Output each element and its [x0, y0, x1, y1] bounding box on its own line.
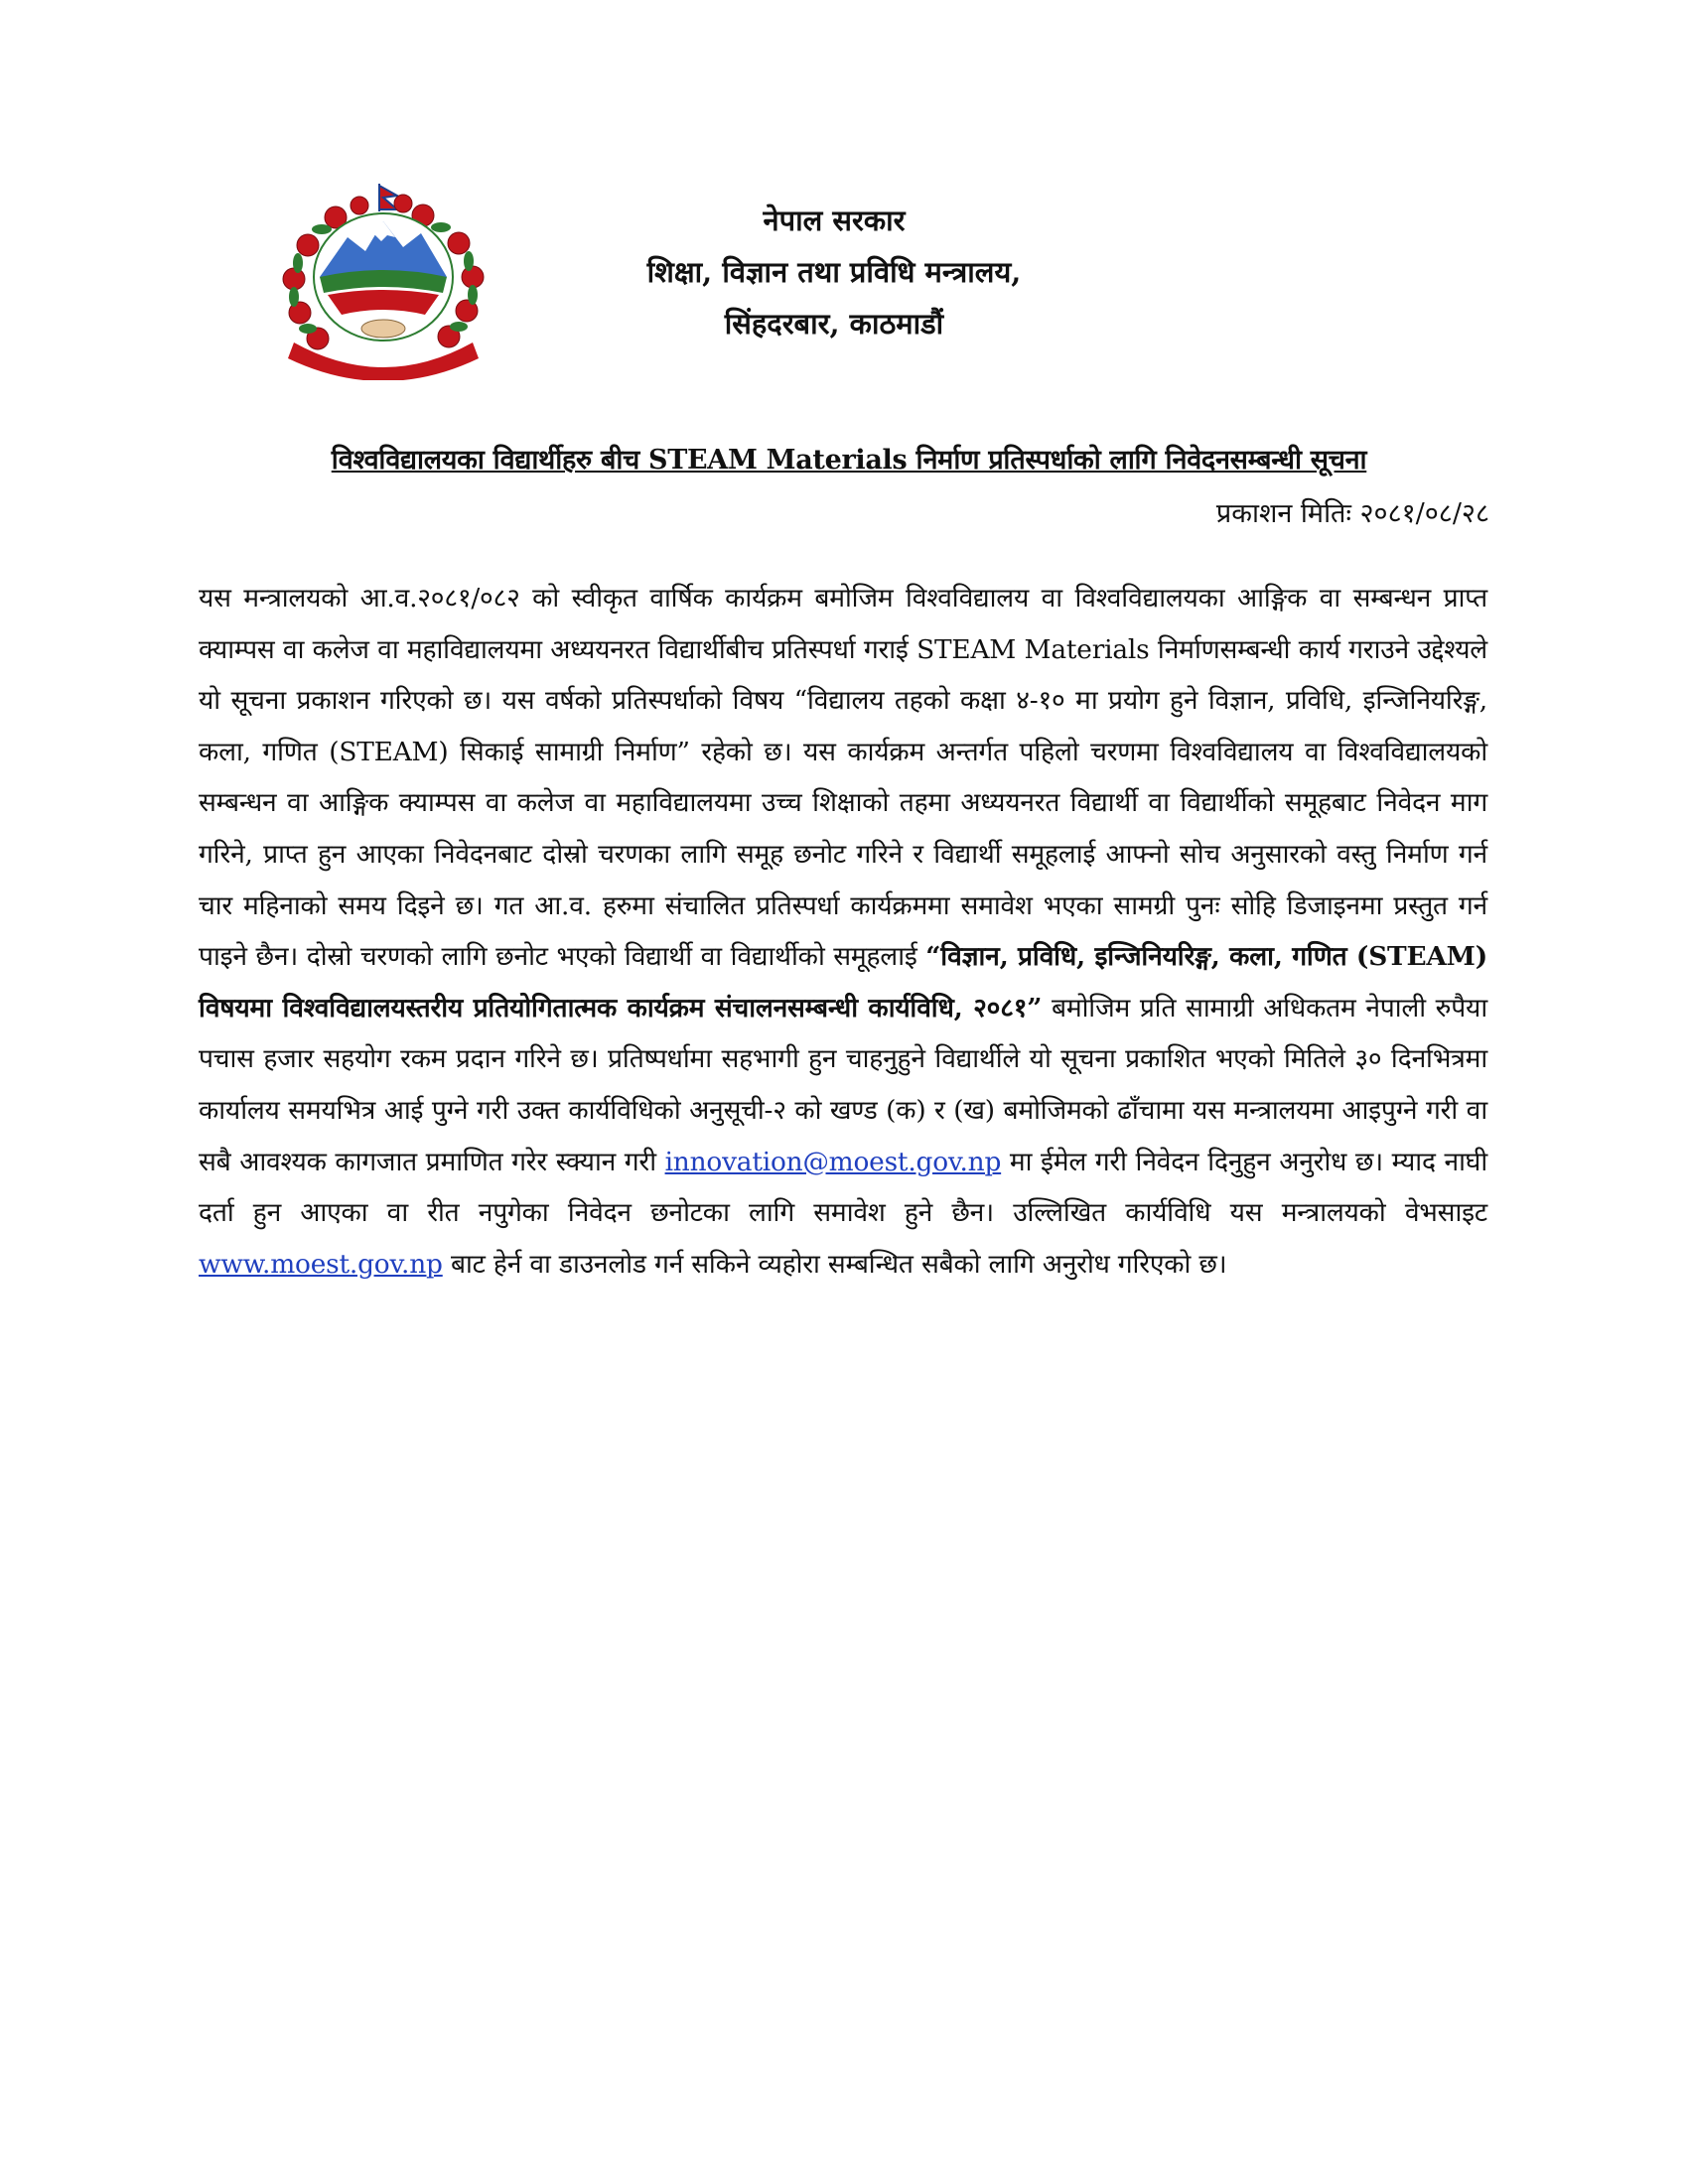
body-text-part3: मा ईमेल गरी निवेदन दिनुहुन अनुरोध छ। म्याद नाघी दर्ता हुन आएका वा रीत नपुगेका निवेदन छनोटका लागि समावेश हुने छैन। उल्लिखित कार्यविधि यस मन्त्रालयको वेभसाइट — [199, 1146, 1487, 1229]
nepal-emblem-icon — [276, 182, 492, 380]
ministry-header — [516, 195, 1152, 349]
notice-title: विश्वविद्यालयका विद्यार्थीहरु बीच STEAM Materials निर्माण प्रतिस्पर्धाको लागि निवेदनसम्बन्धी सूचना — [331, 445, 1367, 476]
body-procedure-name: “विज्ञान, प्रविधि, इन्जिनियरिङ्ग, कला, गणित (STEAM) विषयमा विश्वविद्यालयस्तरीय प्रतियोगितात्मक कार्यक्रम संचालनसम्बन्धी कार्यविधि, २०८१” — [199, 941, 1487, 1024]
header-government: नेपाल सरकार — [763, 204, 906, 237]
body-text-part4: बाट हेर्न वा डाउनलोड गर्न सकिने व्यहोरा सम्बन्धित सबैको लागि अनुरोध गरिएको छ। — [450, 1248, 1227, 1280]
header-ministry: शिक्षा, विज्ञान तथा प्रविधि मन्त्रालय, — [646, 255, 1022, 289]
notice-body — [199, 573, 1487, 1290]
body-text-part2: बमोजिम प्रति सामाग्री अधिकतम नेपाली रुपैया पचास हजार सहयोग रकम प्रदान गरिने छ। प्रतिष्पर्धामा सहभागी हुन चाहनुहुने विद्यार्थीले यो सूचना प्रकाशित भएको मितिले ३० दिनभित्रमा कार्यालय समयभित्र आई पुग्ने गरी उक्त कार्यविधिको अनुसूची-२ को खण्ड (क) र (ख) बमोजिमको ढाँचामा यस मन्त्रालयमा आइपुग्ने गरी वा सबै आवश्यक कागजात प्रमाणित गरेर स्क्यान गरी — [199, 992, 1487, 1177]
publication-date: प्रकाशन मितिः २०८१/०८/२८ — [1215, 498, 1489, 529]
header-location: सिंहदरबार, काठमाडौं — [724, 307, 944, 341]
email-link[interactable]: innovation@moest.gov.np — [664, 1146, 1002, 1177]
body-text-part1: यस मन्त्रालयको आ.व.२०८१/०८२ को स्वीकृत वार्षिक कार्यक्रम बमोजिम विश्वविद्यालय वा विश्वविद्यालयका आङ्गिक वा सम्बन्धन प्राप्त क्याम्पस वा कलेज वा महाविद्यालयमा अध्ययनरत विद्यार्थीबीच प्रतिस्पर्धा गराई STEAM Materials निर्माणसम्बन्धी कार्य गराउने उद्देश्यले यो सूचना प्रकाशन गरिएको छ। यस वर्षको प्रतिस्पर्धाको विषय “विद्यालय तहको कक्षा ४-१० मा प्रयोग हुने विज्ञान, प्रविधि, इन्जिनियरिङ्ग, कला, गणित (STEAM) सिकाई सामाग्री निर्माण” रहेको छ। यस कार्यक्रम अन्तर्गत पहिलो चरणमा विश्वविद्यालय वा विश्वविद्यालयको सम्बन्धन वा आङ्गिक क्याम्पस वा कलेज वा महाविद्यालयमा उच्च शिक्षाको तहमा अध्ययनरत विद्यार्थी वा विद्यार्थीको समूहबाट निवेदन माग गरिने, प्राप्त हुन आएका निवेदनबाट दोस्रो चरणका लागि समूह छनोट गरिने र विद्यार्थी समूहलाई आफ्नो सोच अनुसारको वस्तु निर्माण गर्न चार महिनाको समय दिइने छ। गत आ.व. हरुमा संचालित प्रतिस्पर्धा कार्यक्रममा समावेश भएका सामग्री पुनः सोहि डिजाइनमा प्रस्तुत गर्न पाइने छैन। दोस्रो चरणको लागि छनोट भएको विद्यार्थी वा विद्यार्थीको समूहलाई — [199, 583, 1487, 973]
svg-text:~: ~ — [379, 361, 387, 370]
website-link[interactable]: www.moest.gov.np — [199, 1248, 443, 1280]
